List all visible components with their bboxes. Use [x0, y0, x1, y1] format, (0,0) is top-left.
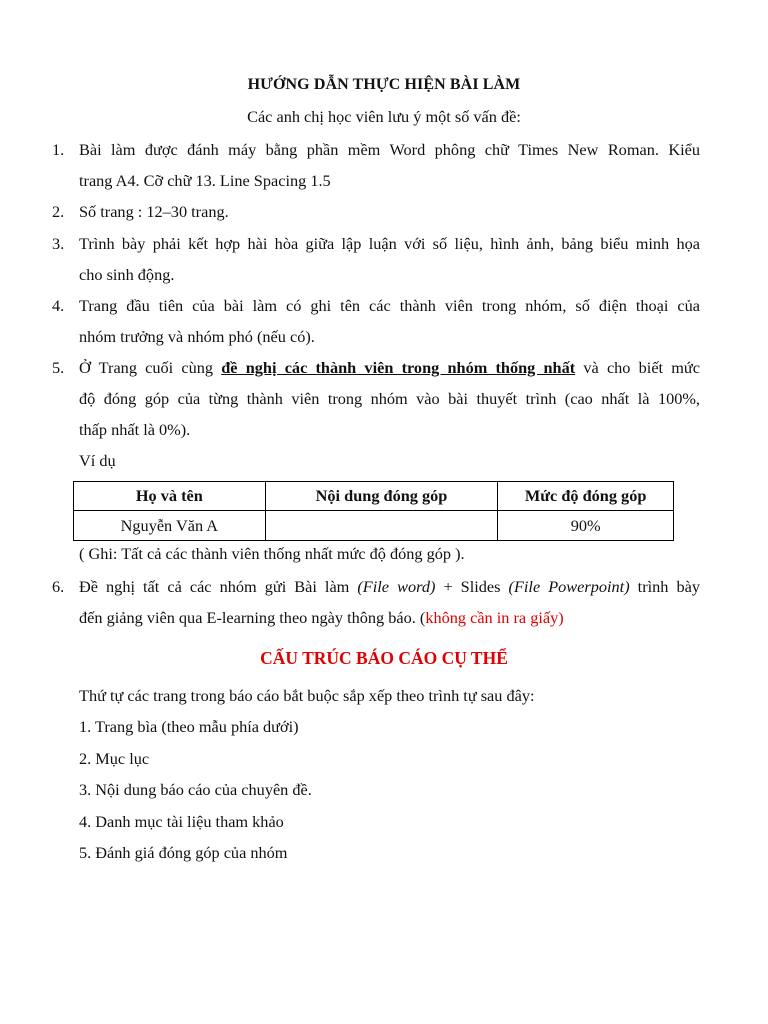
list-item-number: 5.	[52, 358, 65, 377]
list-item-text-line: độ đóng góp của từng thành viên trong nhóm vào bài thuyết trình (cao nhất là 100%,	[79, 389, 700, 408]
text-run: đến giảng viên qua E-learning theo ngày thông báo. (	[79, 608, 426, 627]
table-cell-level: 90%	[498, 511, 674, 541]
intro-text: Các anh chị học viên lưu ý một số vấn đề:	[247, 107, 521, 126]
table-header-level: Mức độ đóng góp	[498, 482, 674, 511]
list-item-number: 6.	[52, 577, 65, 596]
list-item-text-line: cho sinh động.	[79, 265, 175, 284]
list-item-6	[52, 571, 700, 633]
list-item: 3. Nội dung báo cáo của chuyên đề.	[79, 780, 312, 799]
list-item-text-line	[79, 602, 700, 633]
list-item-text-line: Trình bày phải kết hợp hài hòa giữa lập luận với số liệu, hình ảnh, bảng biểu minh họa	[79, 234, 700, 253]
table-header-row	[74, 482, 674, 511]
text-run: + Slides	[435, 577, 509, 596]
list-item-text-line: nhóm trưởng và nhóm phó (nếu có).	[79, 327, 315, 346]
list-item: 4. Danh mục tài liệu tham khảo	[79, 811, 284, 831]
document-title: HƯỚNG DẪN THỰC HIỆN BÀI LÀM	[247, 76, 521, 93]
list-item: 1. Trang bìa (theo mẫu phía dưới)	[79, 717, 299, 736]
emphasized-text: đề nghị các thành viên trong nhóm thống nhất	[221, 358, 576, 377]
table-header-name: Họ và tên	[74, 482, 266, 511]
list-item-text-line	[79, 571, 700, 602]
list-item-4	[52, 290, 700, 352]
table-cell-content	[265, 511, 498, 541]
list-item-text-line: Bài làm được đánh máy bằng phần mềm Word phông chữ Times New Roman. Kiểu	[79, 140, 700, 159]
list-item-2	[52, 196, 700, 227]
list-item-text-line	[79, 352, 700, 383]
section-title: CẤU TRÚC BÁO CÁO CỤ THỂ	[260, 648, 508, 668]
list-item-number: 3.	[52, 234, 65, 253]
text-run: và cho biết mức	[575, 358, 700, 377]
report-structure-list	[79, 717, 312, 875]
list-item-text-line: Số trang : 12–30 trang.	[79, 202, 229, 221]
list-item: 5. Đánh giá đóng góp của nhóm	[79, 843, 288, 862]
text-run: Ở Trang cuối cùng	[79, 358, 222, 377]
red-note-text: không cần in ra giấy)	[425, 608, 564, 627]
table-header-content: Nội dung đóng góp	[265, 482, 498, 511]
contribution-table	[73, 481, 674, 541]
table-note: ( Ghi: Tất cả các thành viên thống nhất mức độ đóng góp ).	[79, 544, 465, 563]
italic-text: (File Powerpoint)	[508, 577, 630, 596]
text-run: Đề nghị tất cả các nhóm gửi Bài làm	[79, 577, 358, 596]
example-label: Ví dụ	[79, 451, 116, 470]
list-item-text-line: trang A4. Cỡ chữ 13. Line Spacing 1.5	[79, 171, 331, 190]
text-run: trình bày	[629, 577, 700, 596]
list-item-text-line: Trang đầu tiên của bài làm có ghi tên các thành viên trong nhóm, số điện thoại của	[79, 296, 700, 315]
order-intro-text: Thứ tự các trang trong báo cáo bắt buộc sắp xếp theo trình tự sau đây:	[79, 686, 535, 705]
list-item-1	[52, 134, 700, 196]
italic-text: (File word)	[357, 577, 436, 596]
table-row	[74, 511, 674, 541]
list-item-5	[52, 352, 700, 445]
list-item-3	[52, 228, 700, 290]
list-item: 2. Mục lục	[79, 748, 150, 768]
list-item-number: 4.	[52, 296, 65, 315]
list-item-number: 2.	[52, 202, 65, 221]
list-item-text-line: thấp nhất là 0%).	[79, 420, 191, 439]
table-cell-name: Nguyễn Văn A	[74, 511, 266, 541]
list-item-number: 1.	[52, 140, 65, 159]
